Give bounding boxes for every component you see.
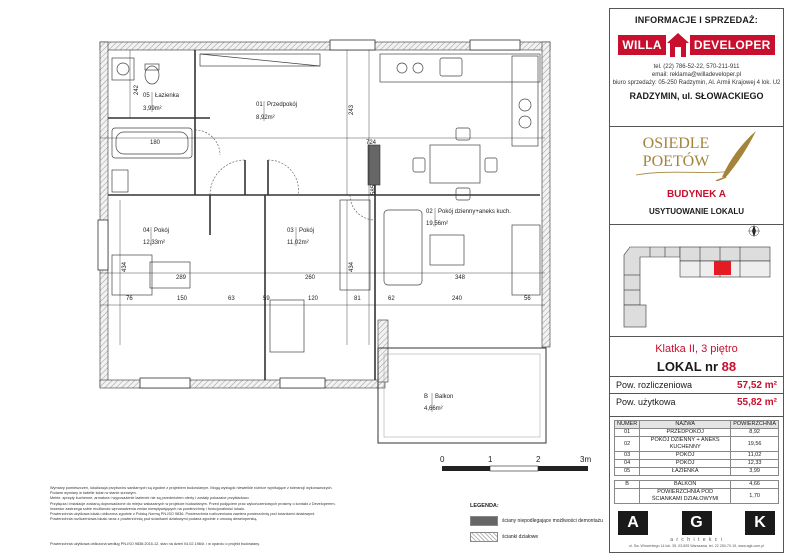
dim-label: 150: [177, 296, 188, 302]
table-row: [615, 429, 779, 437]
table-header: POWIERZCHNIA: [731, 421, 779, 429]
building-footprint: [624, 247, 770, 327]
table-row: [615, 460, 779, 468]
dim-label: 585: [371, 184, 377, 195]
disclaimer-notes: [50, 486, 490, 522]
room-name: Łazienka: [155, 93, 180, 99]
site-plan-map: [610, 225, 783, 337]
table-cell: 03: [615, 452, 640, 460]
dim-label: 56: [524, 296, 531, 302]
brand-wordmark: [636, 135, 716, 171]
table-cell: POKÓJ: [640, 460, 731, 468]
partition-walls: [108, 50, 540, 380]
room-number: 05: [143, 93, 150, 99]
bathroom-fixtures: [112, 58, 192, 192]
room-area: 8,92m²: [256, 115, 275, 121]
room-name: Pokój: [299, 228, 315, 234]
brand-line-1: OSIEDLE: [642, 135, 710, 152]
table-row: [615, 489, 779, 504]
area-usable-label: Pow. użytkowa: [616, 397, 676, 407]
logo-text-left: WILLA: [618, 35, 666, 55]
room-tag-balcony: [424, 393, 453, 412]
legend-title: LEGENDA:: [470, 503, 499, 509]
table-cell: [615, 489, 640, 504]
table-cell: 12,33: [731, 460, 779, 468]
table-row: [615, 452, 779, 460]
scale-label: 0: [440, 455, 445, 464]
table-cell: ŁAZIENKA: [640, 468, 731, 476]
table-cell: B: [615, 481, 640, 489]
architect-address: ul. Św. Wincentego 14 lok. 35, 03-505 Warszawa, tel. 22 250-70-15, www.agk.com.pl: [628, 544, 765, 548]
room-number: 03: [287, 228, 294, 234]
note-line: Podane wymiary w świetle ścian w stanie surowym.: [50, 491, 137, 496]
legend-label: ścianki działowe: [502, 534, 539, 540]
kitchen-fixtures: [380, 54, 540, 146]
dim-label: 62: [388, 296, 395, 302]
table-row: [615, 437, 779, 452]
area-calc-value: 57,52 m²: [736, 380, 777, 391]
living-furniture: [384, 210, 540, 295]
dim-label: 180: [150, 140, 161, 146]
dim-label: 76: [126, 296, 133, 302]
office-address: biuro sprzedaży: 05-250 Radzymin, Al. Armii Krajowej 4 lok. U2: [612, 80, 781, 86]
dim-label: 434: [349, 261, 355, 272]
dining-table: [413, 128, 497, 200]
scale-label: 2: [536, 455, 541, 464]
room-name: Pokój dzienny+aneks kuch.: [438, 209, 511, 215]
dim-label: 240: [452, 296, 463, 302]
room-number: B: [424, 394, 429, 400]
email-link[interactable]: email: reklama@willadeveloper.pl: [651, 72, 742, 78]
room-area: 12,33m²: [143, 240, 166, 246]
table-cell: 01: [615, 429, 640, 437]
area-calc-label: Pow. rozliczeniowa: [616, 380, 693, 390]
site-location-map: [610, 225, 783, 337]
dim-label: 243: [349, 104, 355, 115]
table-cell: 19,56: [731, 437, 779, 452]
dim-label: 59: [263, 296, 270, 302]
unit-label: LOKAL nr: [656, 359, 719, 374]
dim-label: 289: [176, 275, 187, 281]
unit-number-value: 88: [721, 359, 737, 374]
legend-item: [470, 531, 605, 543]
dim-label: 120: [308, 296, 319, 302]
legend-swatch-structural: [470, 516, 498, 526]
room-number: 04: [143, 228, 150, 234]
legend: [470, 503, 605, 547]
dim-label: 348: [455, 275, 466, 281]
table-cell: BALKON: [640, 481, 731, 489]
info-title: INFORMACJE I SPRZEDAŻ:: [635, 15, 758, 25]
logo-letter: A: [618, 511, 648, 535]
note-line: Wymiary pomieszczeń, lokalizacja przyborów sanitarnych są zgodne z projektem budowlanym. Mogą wystąpić niewielkie różnice wynikające z tolerancji wykonawczych.: [50, 486, 333, 490]
bedroom-furniture: [112, 200, 370, 352]
unit-summary: [610, 337, 783, 417]
balcony: [378, 348, 546, 443]
legend-item: [470, 515, 605, 527]
room-number: 01: [256, 102, 263, 108]
room-name: Przedpokój: [267, 102, 298, 108]
sales-info: [610, 9, 783, 127]
room-tag-hallway: [256, 101, 297, 121]
dim-label: 724: [366, 140, 377, 146]
unit-number: [610, 359, 783, 374]
table-cell: 02: [615, 437, 640, 452]
dim-label: 260: [305, 275, 316, 281]
door-swings: [195, 130, 375, 220]
table-row: [615, 468, 779, 476]
table-cell: POKÓJ: [640, 452, 731, 460]
dim-label: 242: [134, 84, 140, 95]
compass-icon: [748, 225, 760, 237]
scale-label: 3m: [580, 455, 592, 464]
table-cell: POKÓJ DZIENNY + ANEKS KUCHENNY: [640, 437, 731, 452]
info-panel: [609, 8, 784, 553]
scale-label: 1: [488, 455, 493, 464]
note-line: Meble, sprzęty kuchenne, armatura i wyposażenie łazienek nie są przedmiotem oferty i zostały pokazane przykładowo.: [50, 496, 250, 501]
project-brand: [610, 127, 783, 225]
legend-swatch-partition: [470, 532, 498, 542]
table-header: NAZWA: [640, 421, 731, 429]
room-area: 3,99m²: [143, 106, 162, 112]
table-cell: 04: [615, 460, 640, 468]
scale-bar: [440, 455, 591, 471]
room-tag-bathroom: [143, 92, 180, 112]
logo-text-right: DEVELOPER: [690, 35, 775, 55]
house-icon: [666, 31, 690, 59]
note-line: Powierzchnia użytkowa lokalu obliczona zgodnie z Polską Normą PN-ISO 9836. Powierzchnia rozliczeniowa zawiera powierzchnię pod ściankami działowymi.: [50, 512, 316, 517]
table-header: NUMER: [615, 421, 640, 429]
table-row: [615, 481, 779, 489]
architect-name: a r c h i t e k c i: [670, 537, 723, 543]
architect-office: [610, 505, 783, 553]
building-name: BUDYNEK A: [666, 189, 727, 200]
developer-logo: [618, 31, 776, 59]
footer-note: Powierzchnia użytkowa obliczona według PN-ISO 9836:2015-12, stan na dzień 04.02.1984r. i w oparciu o projekt budowlany.: [50, 542, 260, 546]
note-line: Przyłącza i instalacje zostaną doprowadzone do miejsc wskazanych w projekcie budowlanym. Przed podjęciem prac wykończeniowych prosimy o kontakt z Developerem.: [50, 501, 336, 506]
table-cell: 05: [615, 468, 640, 476]
room-area: 19,56m²: [426, 221, 449, 227]
unit-highlight: [714, 261, 731, 275]
table-cell: 11,02: [731, 452, 779, 460]
table-cell: PRZEDPOKÓJ: [640, 429, 731, 437]
wardrobe: [200, 54, 320, 66]
dim-label: 63: [228, 296, 235, 302]
room-tag-bedroom-04: [143, 227, 169, 246]
dim-label: 434: [122, 261, 128, 272]
divider: [610, 376, 783, 377]
room-number: 02: [426, 209, 433, 215]
location-subhead: USYTUOWANIE LOKALU: [648, 207, 745, 216]
room-area-table: [614, 420, 779, 504]
table-cell: 3,99: [731, 468, 779, 476]
table-cell: 4,66: [731, 481, 779, 489]
phone-text: tel. (22) 786-52-22, 570-211-911: [653, 64, 740, 70]
table-cell: 8,92: [731, 429, 779, 437]
legend-label: ściany niepodlegające możliwości demontażu: [502, 518, 603, 524]
note-line: Inwestor zastrzega sobie możliwość wprowadzenia zmian niewpływających na powierzchnię i funkcjonalność lokalu.: [50, 506, 246, 511]
room-area: 4,66m²: [424, 406, 443, 412]
room-tag-living: [426, 208, 511, 227]
table-cell: POWIERZCHNIA POD ŚCIANKAMI DZIAŁOWYMI: [640, 489, 731, 504]
area-usable-value: 55,82 m²: [736, 397, 777, 408]
room-tags: [143, 92, 511, 412]
project-location: RADZYMIN, ul. SŁOWACKIEGO: [629, 91, 764, 101]
note-line: Powierzchnia rozliczeniowa lokalu wraz z powierzchnią pod ściankami działowymi podana zgodnie z umową deweloperską.: [50, 517, 258, 522]
dim-label: 81: [354, 296, 361, 302]
architect-logo: [618, 509, 775, 537]
brand-line-2: POETÓW: [642, 153, 710, 170]
divider: [610, 393, 783, 394]
stair-floor: Klatka II, 3 piętro: [655, 343, 738, 355]
table-header-row: [615, 421, 779, 429]
table-cell: 1,70: [731, 489, 779, 504]
logo-letter: G: [682, 511, 712, 535]
room-tag-bedroom-03: [287, 227, 314, 246]
room-area: 11,02m²: [287, 240, 309, 246]
logo-letter: K: [745, 511, 775, 535]
room-name: Balkon: [435, 394, 454, 400]
room-name: Pokój: [154, 228, 170, 234]
